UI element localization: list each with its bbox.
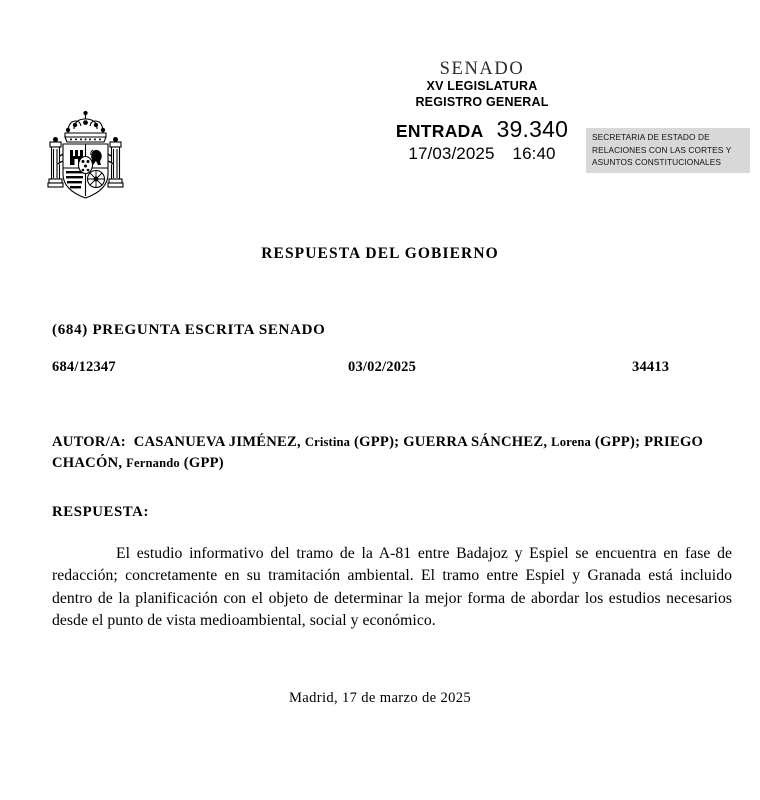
- entrada-datetime-row: [382, 144, 582, 164]
- author-surname: GUERRA SÁNCHEZ,: [403, 434, 548, 450]
- authors-label: AUTOR/A:: [52, 434, 126, 450]
- secretary-stamp-line-1: SECRETARIA DE ESTADO DE: [592, 132, 710, 142]
- registro-general-label: REGISTRO GENERAL: [415, 94, 549, 109]
- author-group: (GPP): [183, 455, 224, 471]
- spanish-coat-of-arms-icon: [38, 108, 133, 208]
- legislature-label: XV LEGISLATURA: [426, 79, 538, 94]
- entrada-date: 17/03/2025: [408, 143, 495, 163]
- author-firstname: Lorena: [551, 435, 592, 449]
- author-entry: [134, 434, 404, 450]
- reference-expediente: 684/12347: [52, 359, 116, 375]
- secretary-of-state-stamp: [586, 128, 750, 173]
- secretary-stamp-line-3: ASUNTOS CONSTITUCIONALES: [592, 157, 722, 168]
- senado-label: SENADO: [439, 59, 525, 79]
- author-entry: [403, 434, 644, 450]
- author-firstname: Cristina: [304, 435, 351, 449]
- entrada-number: 39.340: [496, 115, 569, 142]
- reference-number: 34413: [632, 359, 670, 375]
- closing-place-date: Madrid, 17 de marzo de 2025: [288, 690, 472, 706]
- entrada-row: [382, 116, 582, 143]
- registry-header-block: [382, 60, 582, 164]
- author-group: (GPP);: [594, 434, 641, 450]
- entrada-label: ENTRADA: [395, 120, 484, 141]
- author-surname: CASANUEVA JIMÉNEZ,: [133, 434, 301, 450]
- entrada-time: 16:40: [512, 143, 556, 163]
- author-firstname: Fernando: [126, 456, 180, 470]
- author-group: (GPP);: [354, 434, 400, 450]
- page-title: RESPUESTA DEL GOBIERNO: [261, 245, 499, 262]
- answer-label: RESPUESTA:: [52, 504, 149, 520]
- author-surname: PRIEGO CHACÓN,: [52, 434, 704, 471]
- question-type-heading: (684) PREGUNTA ESCRITA SENADO: [52, 322, 326, 338]
- authors-block: [52, 432, 712, 474]
- secretary-stamp-line-2: RELACIONES CON LAS CORTES Y: [592, 144, 732, 155]
- answer-body-text: El estudio informativo del tramo de la A-81 entre Badajoz y Espiel se encuentra en fase de redacción; concretamente en su tramitación ambiental. El tramo entre Espiel y Granada está incluido dentro de la planificación con el objeto de determinar la mejor forma de abordar los estudios necesarios desde el punto de vista medioambiental, social y económico.: [52, 545, 732, 630]
- reference-date: 03/02/2025: [348, 359, 417, 375]
